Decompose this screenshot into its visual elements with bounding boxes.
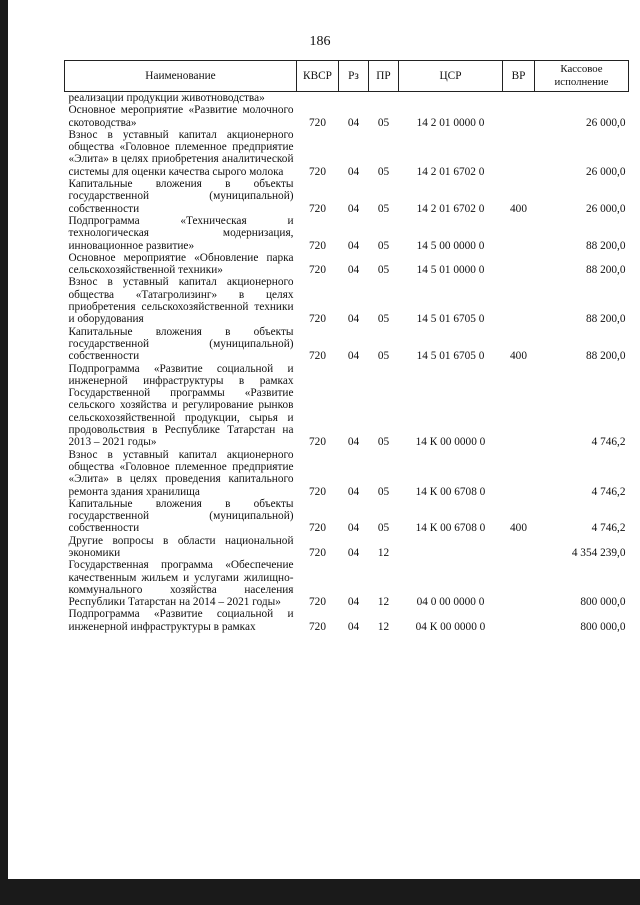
cell-csr: 04 0 00 0000 0 xyxy=(416,596,485,609)
cell-kvsr: 720 xyxy=(309,620,326,633)
cell-sum: 88 200,0 xyxy=(585,350,626,363)
cell-name: Государственная программа «Обеспечение качественным жильем и услугами жилищно-коммунального хозяйства населения Республики Татарстан на 2014 – 2021 годы» xyxy=(68,559,294,609)
cell-rz: 04 xyxy=(347,620,360,633)
cell-pr: 05 xyxy=(377,313,390,326)
cell-kvsr: 720 xyxy=(309,165,326,178)
cell-vr xyxy=(503,449,535,498)
cell-kvsr: 720 xyxy=(309,264,326,277)
cell-sum: 4 746,2 xyxy=(591,436,626,449)
cell-name: Основное мероприятие «Развитие молочного скотоводства» xyxy=(68,104,294,129)
table-row xyxy=(65,252,629,277)
cell-name: Капитальные вложения в объекты государственной (муниципальной) собственности xyxy=(68,497,294,535)
cell-sum: 88 200,0 xyxy=(585,239,626,252)
cell-name: Основное мероприятие «Обновление парка сельскохозяйственной техники» xyxy=(68,251,294,277)
header-pr: ПР xyxy=(369,61,399,92)
cell-pr: 05 xyxy=(377,264,390,277)
cell-name: Взнос в уставный капитал акционерного общества «Головное племенное предприятие «Элита» в целях приобретения аналитической системы для оценки качества сырого молока xyxy=(68,128,294,178)
cell-rz: 04 xyxy=(347,596,360,609)
cell-sum: 26 000,0 xyxy=(585,202,626,215)
cell-csr: 14 2 01 6702 0 xyxy=(416,165,485,178)
cell-vr xyxy=(503,559,535,608)
cell-sum: 26 000,0 xyxy=(585,165,626,178)
cell-pr: 12 xyxy=(377,620,390,633)
cell-vr: 400 xyxy=(510,350,527,363)
cell-vr xyxy=(503,608,535,633)
cell-sum: 4 746,2 xyxy=(591,485,626,498)
header-name: Наименование xyxy=(65,61,297,92)
cell-csr: 14 К 00 6708 0 xyxy=(415,485,486,498)
cell-rz xyxy=(339,92,369,105)
cell-kvsr xyxy=(297,92,339,105)
cell-kvsr: 720 xyxy=(309,596,326,609)
cell-name: Подпрограмма «Развитие социальной и инженерной инфраструктуры в рамках Государственной программы «Развитие сельского хозяйства и регулирование рынков сельскохозяйственной продукции, сырья и продовольствия в Республике Татарстан на 2013 – 2021 годы» xyxy=(68,362,294,449)
table-row xyxy=(65,363,629,449)
cell-vr: 400 xyxy=(510,202,527,215)
table-row xyxy=(65,449,629,498)
cell-pr: 05 xyxy=(377,239,390,252)
table-row xyxy=(65,535,629,560)
cell-vr xyxy=(503,276,535,325)
cell-vr xyxy=(503,252,535,277)
cell-kvsr: 720 xyxy=(309,313,326,326)
cell-vr xyxy=(503,535,535,560)
cell-vr xyxy=(503,92,535,105)
table-row xyxy=(65,104,629,129)
table-row xyxy=(65,276,629,325)
cell-rz: 04 xyxy=(347,264,360,277)
cell-sum: 800 000,0 xyxy=(580,596,626,609)
table-row xyxy=(65,326,629,363)
scan-edge-bottom xyxy=(0,879,640,905)
cell-csr: 14 5 01 0000 0 xyxy=(416,264,485,277)
cell-pr: 05 xyxy=(377,202,390,215)
cell-pr: 05 xyxy=(377,116,390,129)
cell-vr xyxy=(503,129,535,178)
cell-csr: 14 К 00 0000 0 xyxy=(415,436,486,449)
cell-kvsr: 720 xyxy=(309,202,326,215)
cell-csr: 14 5 00 0000 0 xyxy=(416,239,485,252)
cell-pr: 05 xyxy=(377,522,390,535)
cell-kvsr: 720 xyxy=(309,239,326,252)
cell-pr xyxy=(369,92,399,105)
cell-csr xyxy=(399,92,503,105)
cell-name: Взнос в уставный капитал акционерного общества «Головное племенное предприятие «Элита» в целях проведения капитального ремонта здания хранилища xyxy=(68,448,294,498)
cell-name: Другие вопросы в области национальной экономики xyxy=(68,534,294,559)
cell-csr xyxy=(399,535,503,560)
cell-name: Взнос в уставный капитал акционерного общества «Татагролизинг» в целях приобретения сельскохозяйственной техники и оборудования xyxy=(68,276,294,326)
cell-name: Капитальные вложения в объекты государственной (муниципальной) собственности xyxy=(68,325,294,363)
cell-kvsr: 720 xyxy=(309,116,326,129)
table-row xyxy=(65,498,629,535)
cell-pr: 05 xyxy=(377,436,390,449)
cell-name: реализации продукции животноводства» xyxy=(68,92,265,104)
table-row xyxy=(65,559,629,608)
cell-rz: 04 xyxy=(347,239,360,252)
table-row xyxy=(65,608,629,633)
cell-rz: 04 xyxy=(347,165,360,178)
table-row xyxy=(65,178,629,215)
cell-pr: 05 xyxy=(377,485,390,498)
table-row xyxy=(65,129,629,178)
cell-pr: 12 xyxy=(377,546,390,559)
cell-sum: 4 746,2 xyxy=(591,522,626,535)
cell-csr: 14 К 00 6708 0 xyxy=(415,522,486,535)
header-sum: Кассовое исполнение xyxy=(535,61,629,92)
cell-sum: 88 200,0 xyxy=(585,264,626,277)
cell-sum xyxy=(535,92,629,105)
budget-table xyxy=(64,60,629,633)
cell-pr: 05 xyxy=(377,165,390,178)
cell-kvsr: 720 xyxy=(309,546,326,559)
cell-rz: 04 xyxy=(347,522,360,535)
scan-edge-left xyxy=(0,0,8,905)
cell-rz: 04 xyxy=(347,350,360,363)
cell-kvsr: 720 xyxy=(309,350,326,363)
cell-rz: 04 xyxy=(347,202,360,215)
cell-sum: 26 000,0 xyxy=(585,116,626,129)
table-row xyxy=(65,92,629,105)
header-csr: ЦСР xyxy=(399,61,503,92)
cell-rz: 04 xyxy=(347,116,360,129)
cell-pr: 05 xyxy=(377,350,390,363)
cell-rz: 04 xyxy=(347,546,360,559)
cell-kvsr: 720 xyxy=(309,485,326,498)
table-row xyxy=(65,215,629,252)
table-header-row xyxy=(65,61,629,92)
cell-csr: 14 2 01 6702 0 xyxy=(416,202,485,215)
cell-pr: 12 xyxy=(377,596,390,609)
cell-kvsr: 720 xyxy=(309,436,326,449)
header-kvsr: КВСР xyxy=(297,61,339,92)
cell-name: Подпрограмма «Развитие социальной и инженерной инфраструктуры в рамках xyxy=(68,608,294,633)
cell-sum: 4 354 239,0 xyxy=(571,546,626,559)
cell-name: Капитальные вложения в объекты государственной (муниципальной) собственности xyxy=(68,178,294,215)
header-vr: ВР xyxy=(503,61,535,92)
cell-sum: 800 000,0 xyxy=(580,620,626,633)
cell-rz: 04 xyxy=(347,485,360,498)
page-number: 186 xyxy=(309,34,331,49)
cell-name: Подпрограмма «Техническая и технологическая модернизация, инновационное развитие» xyxy=(68,214,294,252)
cell-vr: 400 xyxy=(510,522,527,535)
cell-vr xyxy=(503,363,535,449)
cell-csr: 14 5 01 6705 0 xyxy=(416,313,485,326)
cell-vr xyxy=(503,215,535,252)
cell-sum: 88 200,0 xyxy=(585,313,626,326)
header-rz: Рз xyxy=(339,61,369,92)
cell-csr: 14 2 01 0000 0 xyxy=(416,116,485,129)
cell-csr: 14 5 01 6705 0 xyxy=(416,350,485,363)
cell-vr xyxy=(503,104,535,129)
cell-kvsr: 720 xyxy=(309,522,326,535)
cell-rz: 04 xyxy=(347,436,360,449)
cell-rz: 04 xyxy=(347,313,360,326)
cell-csr: 04 К 00 0000 0 xyxy=(415,620,486,633)
